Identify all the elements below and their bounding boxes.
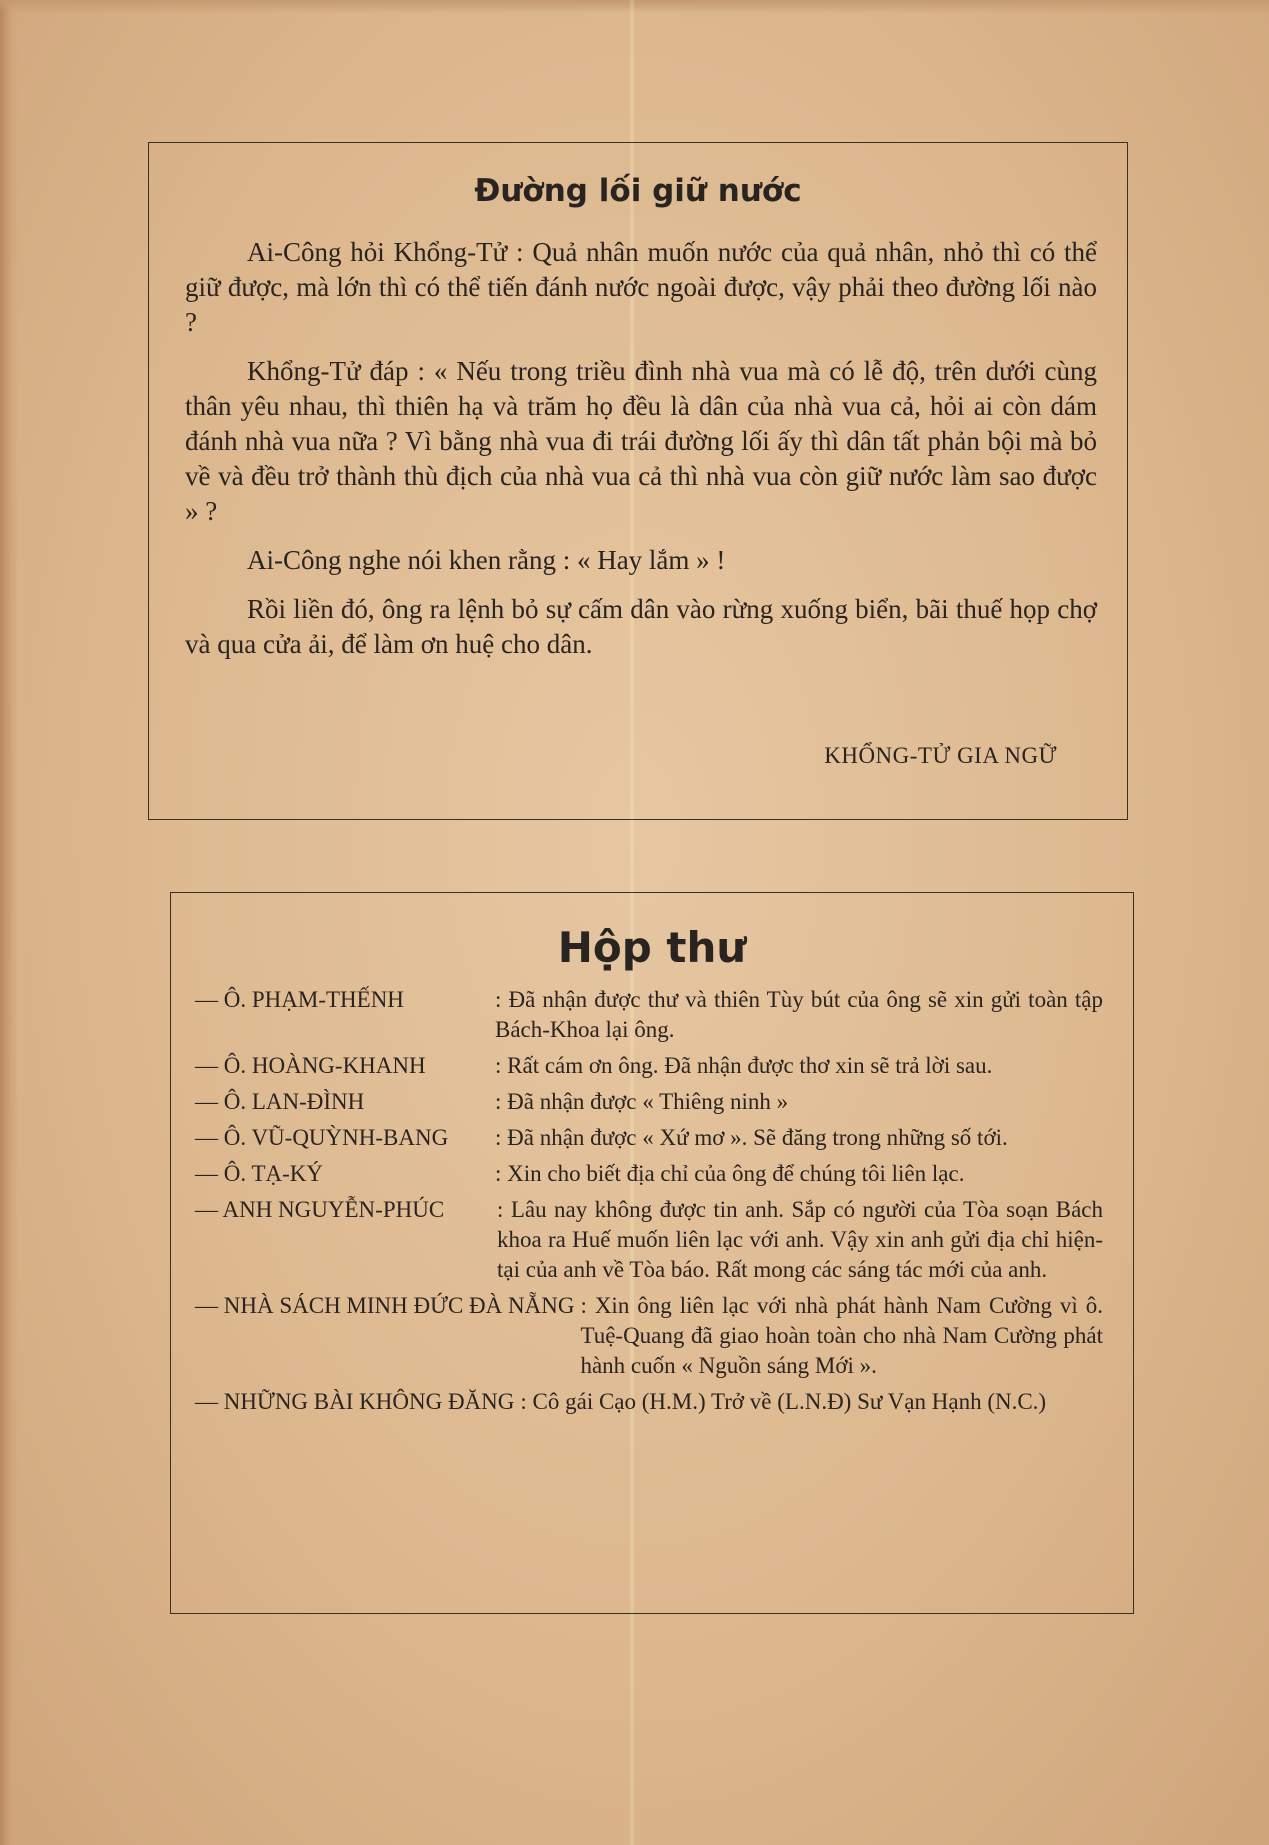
mailbox-reply: : Rất cám ơn ông. Đã nhận được thơ xin sẽ trả lời sau. bbox=[495, 1053, 993, 1078]
mailbox-item bbox=[195, 985, 1103, 1045]
mailbox-item bbox=[195, 1159, 1103, 1189]
article-paragraph: Ai-Công hỏi Khổng-Tử : Quả nhân muốn nước của quả nhân, nhỏ thì có thể giữ được, mà lớn thì có thể tiến đánh nước ngoài được, vậy phải theo đường lối nào ? bbox=[185, 237, 1097, 337]
mailbox-list bbox=[195, 985, 1103, 1423]
mailbox-reply: : Đã nhận được « Thiêng ninh » bbox=[495, 1089, 789, 1114]
mailbox-recipient: — Ô. TẠ-KÝ bbox=[195, 1161, 323, 1186]
article-paragraph: Khổng-Tử đáp : « Nếu trong triều đình nhà vua mà có lễ độ, trên dưới cùng thân yêu nhau, thì thiên hạ và trăm họ đều là dân của nhà vua cả, hỏi ai còn dám đánh nhà vua nữa ? Vì bằng nhà vua đi trái đường lối ấy thì dân tất phản bội mà bỏ về và đều trở thành thù địch của nhà vua cả thì nhà vua còn giữ nước làm sao được » ? bbox=[185, 356, 1097, 526]
mailbox-reply: : Lâu nay không được tin anh. Sắp có người của Tòa soạn Bách khoa ra Huế muốn liên lạc với anh. Vậy xin anh gửi địa chỉ hiện-tại của anh về Tòa báo. Rất mong các sáng tác mới của anh. bbox=[497, 1197, 1103, 1282]
mailbox-item bbox=[195, 1123, 1103, 1153]
page-edge-shadow bbox=[0, 0, 18, 1845]
mailbox-reply: : Đã nhận được « Xứ mơ ». Sẽ đăng trong những số tới. bbox=[495, 1125, 1008, 1150]
mailbox-reply: : Cô gái Cạo (H.M.) Trở về (L.N.Đ) Sư Vạn Hạnh (N.C.) bbox=[520, 1389, 1047, 1414]
mailbox-recipient: — ANH NGUYỄN-PHÚC bbox=[195, 1197, 445, 1222]
mailbox-item bbox=[195, 1387, 1103, 1417]
mailbox-reply: : Xin cho biết địa chỉ của ông để chúng tôi liên lạc. bbox=[495, 1161, 965, 1186]
mailbox-recipient: — Ô. LAN-ĐÌNH bbox=[195, 1089, 365, 1114]
article-paragraph: Rồi liền đó, ông ra lệnh bỏ sự cấm dân vào rừng xuống biển, bãi thuế họp chợ và qua cửa ải, để làm ơn huệ cho dân. bbox=[185, 594, 1097, 659]
article-box bbox=[148, 142, 1128, 820]
mailbox-recipient: — NHÀ SÁCH MINH ĐỨC ĐÀ NẴNG bbox=[195, 1293, 575, 1318]
mailbox-reply: : Đã nhận được thư và thiên Tùy bút của ông sẽ xin gửi toàn tập Bách-Khoa lại ông. bbox=[495, 987, 1103, 1042]
article-paragraph: Ai-Công nghe nói khen rằng : « Hay lắm » ! bbox=[247, 545, 726, 575]
mailbox-recipient: — NHỮNG BÀI KHÔNG ĐĂNG bbox=[195, 1389, 515, 1414]
article-title: Đường lối giữ nước bbox=[474, 173, 802, 209]
mailbox-title: Hộp thư bbox=[557, 923, 747, 972]
article-source: KHỔNG-TỬ GIA NGỮ bbox=[824, 743, 1057, 768]
article-body bbox=[185, 235, 1097, 676]
mailbox-item bbox=[195, 1051, 1103, 1081]
mailbox-recipient: — Ô. VŨ-QUỲNH-BANG bbox=[195, 1125, 449, 1150]
mailbox-box bbox=[170, 892, 1134, 1614]
mailbox-recipient: — Ô. PHẠM-THẾNH bbox=[195, 987, 404, 1012]
page-top-shadow bbox=[0, 0, 1269, 14]
mailbox-item bbox=[195, 1087, 1103, 1117]
mailbox-reply: : Xin ông liên lạc với nhà phát hành Nam Cường vì ô. Tuệ-Quang đã giao hoàn toàn cho nhà Nam Cường phát hành cuốn « Nguồn sáng Mới ». bbox=[580, 1293, 1103, 1378]
mailbox-recipient: — Ô. HOÀNG-KHANH bbox=[195, 1053, 426, 1078]
mailbox-item bbox=[195, 1291, 1103, 1381]
mailbox-item bbox=[195, 1195, 1103, 1285]
